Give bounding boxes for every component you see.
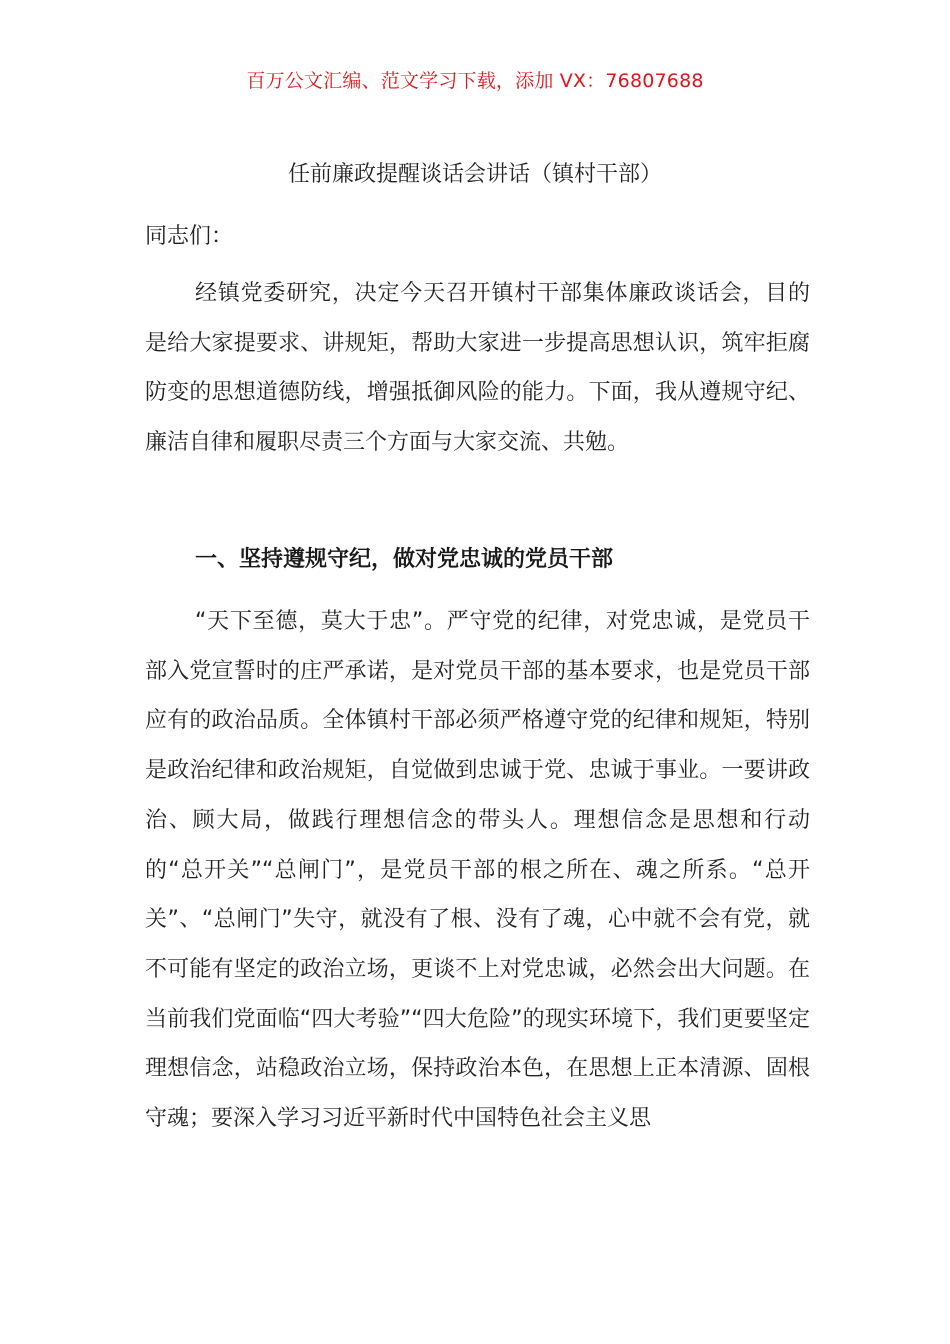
section-1-paragraph: “天下至德，莫大于忠”。严守党的纪律，对党忠诚，是党员干部入党宣誓时的庄严承诺，是对党员干部的基本要求，也是党员干部应有的政治品质。全体镇村干部必须严格遵守党的纪律和规矩，特别是政治纪律和政治规矩，自觉做到忠诚于党、忠诚于事业。一要讲政治、顾大局，做践行理想信念的带头人。理想信念是思想和行动的“总开关”“总闸门”，是党员干部的根之所在、魂之所系。“总开关”、“总闸门”失守，就没有了根、没有了魂，心中就不会有党，就不可能有坚定的政治立场，更谈不上对党忠诚，必然会出大问题。在当前我们党面临“四大考验”“四大危险”的现实环境下，我们更要坚定理想信念，站稳政治立场，保持政治本色，在思想上正本清源、固根守魂；要深入学习习近平新时代中国特色社会主义思 — [145, 609, 810, 1132]
intro-paragraph: 经镇党委研究，决定今天召开镇村干部集体廉政谈话会，目的是给大家提要求、讲规矩，帮助大家进一步提高思想认识，筑牢拒腐防变的思想道德防线，增强抵御风险的能力。下面，我从遵规守纪、廉洁自律和履职尽责三个方面与大家交流、共勉。 — [145, 281, 810, 456]
salutation: 同志们： — [145, 224, 234, 249]
document-title: 任前廉政提醒谈话会讲话（镇村干部） — [287, 162, 662, 187]
watermark-banner: 百万公文汇编、范文学习下载，添加 VX：76807688 — [246, 70, 704, 92]
section-heading-1: 一、坚持遵规守纪，做对党忠诚的党员干部 — [195, 547, 614, 572]
